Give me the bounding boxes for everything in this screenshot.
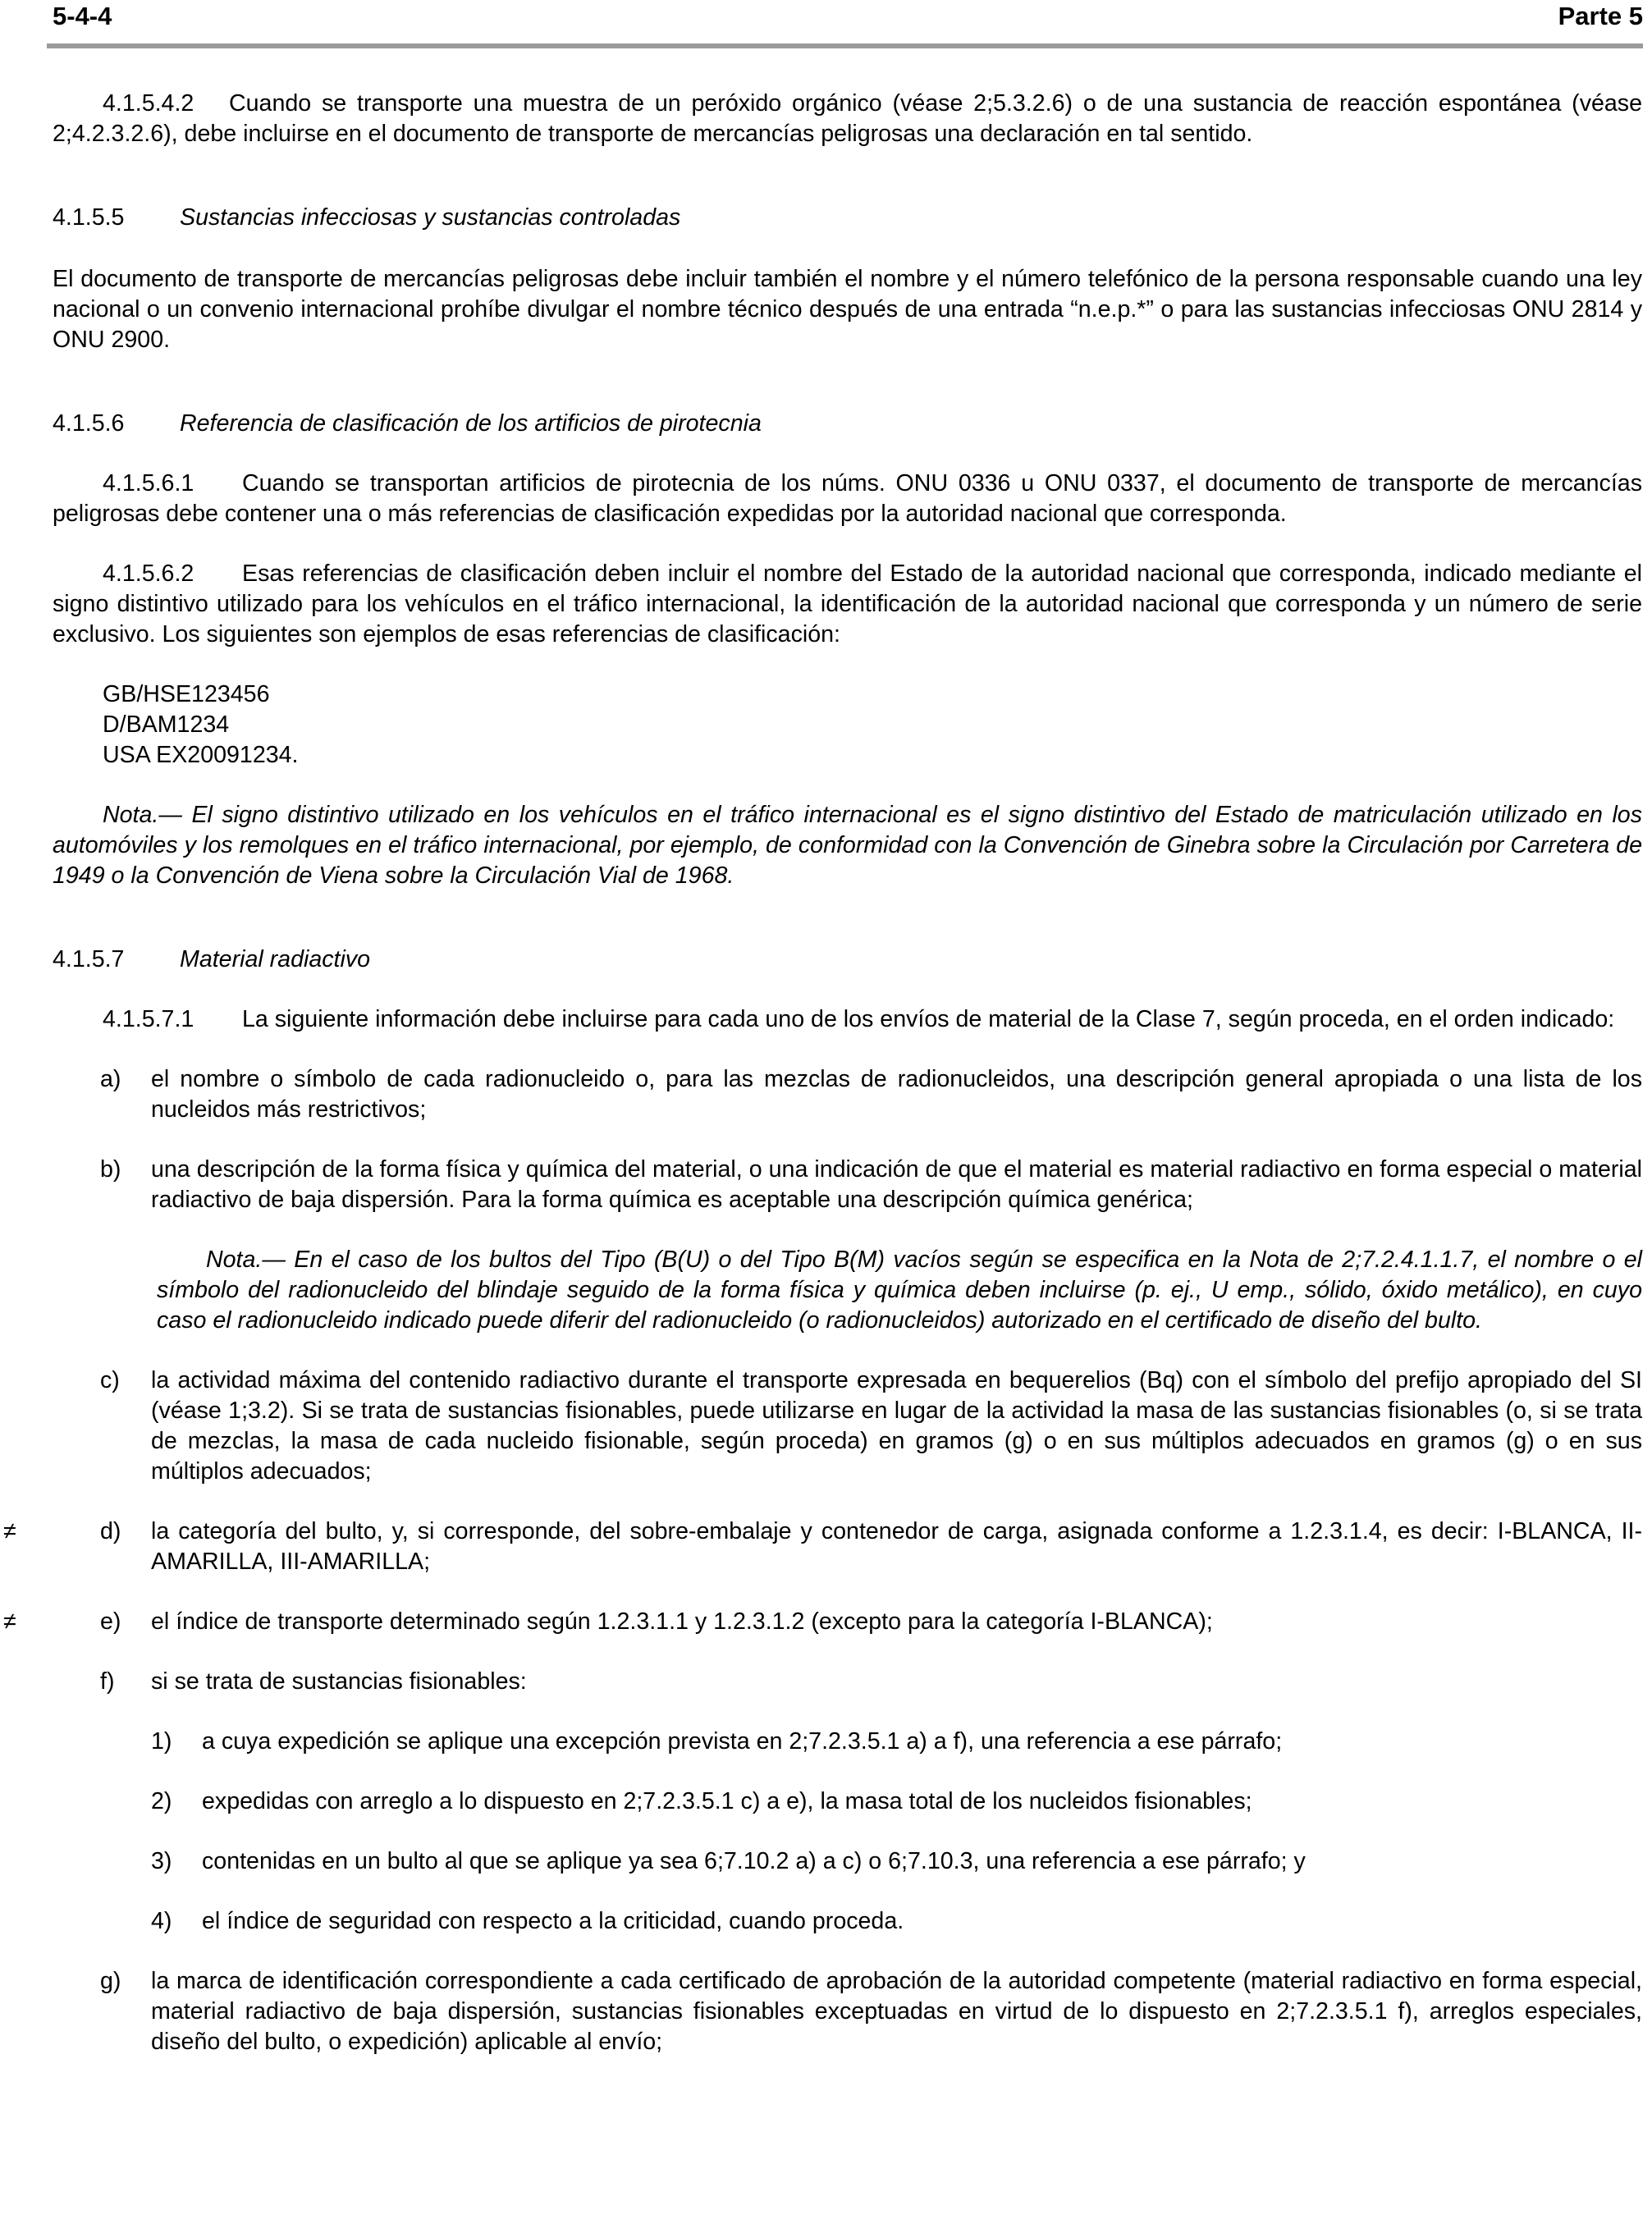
item-label: d) <box>100 1518 121 1544</box>
paragraph-4-1-5-4-2 <box>53 89 1642 149</box>
sub-item-text: el índice de seguridad con respecto a la criticidad, cuando proceda. <box>202 1908 904 1934</box>
revision-mark: ≠ <box>3 1608 16 1635</box>
note-vehicle-sign: Nota.— El signo distintivo utilizado en los vehículos en el tráfico internacional es el signo distintivo del Estado de matriculación utilizado en los automóviles y los remolques en el tráfico internacional, por ejemplo, de conformidad con la Convención de Ginebra sobre la Circulación por Carretera de 1949 o la Convención de Viena sobre la Circulación Vial de 1968. <box>53 802 1642 889</box>
sub-item-label: 4) <box>151 1908 172 1934</box>
sub-item-2 <box>53 1787 1642 1817</box>
sub-item-text: a cuya expedición se aplique una excepción prevista en 2;7.2.3.5.1 a) a f), una referencia a ese párrafo; <box>202 1728 1283 1755</box>
classification-code: USA EX20091234. <box>103 742 299 768</box>
paragraph-number: 4.1.5.7.1 <box>103 1006 194 1032</box>
classification-code: D/BAM1234 <box>103 711 230 738</box>
item-text: la categoría del bulto, y, si corresponde, del sobre-embalaje y contenedor de carga, asignada conforme a 1.2.3.1.4, es decir: I-BLANCA, II-AMARILLA, III-AMARILLA; <box>151 1518 1642 1575</box>
paragraph-number: 4.1.5.4.2 <box>103 90 194 117</box>
sub-item-4 <box>53 1906 1642 1937</box>
item-text: la actividad máxima del contenido radiactivo durante el transporte expresada en bequerelios (Bq) con el símbolo del prefijo apropiado del SI (véase 1;3.2). Si se trata de sustancias fisionables, puede utilizarse en lugar de la actividad la masa de las sustancias fisionables (o, si se trata de mezclas, la masa de cada nucleido fisionable, según proceda) en gramos (g) o en sus múltiplos adecuados en gramos (g) o en sus múltiplos adecuados; <box>151 1367 1642 1485</box>
list-item-c <box>53 1366 1642 1487</box>
list-item-f <box>53 1667 1642 1697</box>
section-heading-4-1-5-6 <box>53 409 1642 439</box>
sub-item-label: 3) <box>151 1848 172 1874</box>
section-number: 4.1.5.5 <box>53 204 125 231</box>
paragraph-text: La siguiente información debe incluirse para cada uno de los envíos de material de la Clase 7, según proceda, en el orden indicado: <box>242 1006 1615 1032</box>
revision-mark: ≠ <box>3 1518 16 1544</box>
sub-item-text: expedidas con arreglo a lo dispuesto en 2;7.2.3.5.1 c) a e), la masa total de los nucleidos fisionables; <box>202 1788 1252 1814</box>
list-item-b <box>53 1155 1642 1215</box>
section-title: Sustancias infecciosas y sustancias controladas <box>180 204 681 231</box>
item-text: una descripción de la forma física y química del material, o una indicación de que el material es material radiactivo en forma especial o material radiactivo de baja dispersión. Para la forma química es aceptable una descripción química genérica; <box>151 1156 1642 1213</box>
sub-item-3 <box>53 1846 1642 1877</box>
item-label: e) <box>100 1608 121 1635</box>
page-header <box>47 2 1643 34</box>
item-label: b) <box>100 1156 121 1183</box>
item-label: g) <box>100 1968 121 1994</box>
section-number: 4.1.5.7 <box>53 946 125 972</box>
section-number: 4.1.5.6 <box>53 410 125 437</box>
item-label: a) <box>100 1066 121 1092</box>
list-item-a <box>53 1064 1642 1125</box>
paragraph-number: 4.1.5.6.1 <box>103 470 194 496</box>
paragraph-text: Cuando se transporte una muestra de un peróxido orgánico (véase 2;5.3.2.6) o de una sustancia de reacción espontánea (véase 2;4.2.3.2.6), debe incluirse en el documento de transporte de mercancías peligrosas una declaración en tal sentido. <box>53 90 1642 147</box>
paragraph-4-1-5-7-1 <box>53 1004 1642 1035</box>
item-text: la marca de identificación correspondiente a cada certificado de aprobación de la autoridad competente (material radiactivo en forma especial, material radiactivo de baja dispersión, sustancias fisionables exceptuadas en virtud de lo dispuesto en 2;7.2.3.5.1 f), arreglos especiales, diseño del bulto, o expedición) aplicable al envío; <box>151 1968 1642 2055</box>
section-heading-4-1-5-7 <box>53 945 1642 975</box>
classification-code: GB/HSE123456 <box>103 681 270 707</box>
sub-item-label: 1) <box>151 1728 172 1755</box>
part-label: Parte 5 <box>1558 2 1643 30</box>
item-text: el nombre o símbolo de cada radionucleido o, para las mezclas de radionucleidos, una descripción general apropiada o una lista de los nucleidos más restrictivos; <box>151 1066 1642 1123</box>
paragraph-4-1-5-6-1 <box>53 469 1642 529</box>
sub-item-1 <box>53 1727 1642 1757</box>
paragraph-text: Cuando se transportan artificios de pirotecnia de los núms. ONU 0336 u ONU 0337, el documento de transporte de mercancías peligrosas debe contener una o más referencias de clasificación expedidas por la autoridad nacional que corresponda. <box>53 470 1642 527</box>
item-label: f) <box>100 1668 115 1695</box>
document-body <box>3 89 1642 2057</box>
paragraph-number: 4.1.5.6.2 <box>103 560 194 587</box>
section-heading-4-1-5-5 <box>53 203 1642 233</box>
note-empty-packages: Nota.— En el caso de los bultos del Tipo (B(U) o del Tipo B(M) vacíos según se especifica en la Nota de 2;7.2.4.1.1.7, el nombre o el símbolo del radionucleido del blindaje seguido de la forma física y química deben incluirse (p. ej., U emp., sólido, óxido metálico), en cuyo caso el radionucleido indicado puede diferir del radionucleido (o radionucleidos) autorizado en el certificado de diseño del bulto. <box>157 1247 1642 1334</box>
section-title: Material radiactivo <box>180 946 371 972</box>
classification-examples <box>53 679 1642 771</box>
item-text: el índice de transporte determinado según 1.2.3.1.1 y 1.2.3.1.2 (excepto para la categoría I-BLANCA); <box>151 1608 1213 1635</box>
page-number: 5-4-4 <box>53 2 112 30</box>
header-rule <box>47 43 1643 48</box>
item-text: si se trata de sustancias fisionables: <box>151 1668 527 1695</box>
list-item-g <box>53 1966 1642 2057</box>
item-label: c) <box>100 1367 120 1393</box>
paragraph-text: Esas referencias de clasificación deben incluir el nombre del Estado de la autoridad nacional que corresponda, indicado mediante el signo distintivo utilizado para los vehículos en el tráfico internacional, la identificación de la autoridad nacional que corresponda y un número de serie exclusivo. Los siguientes son ejemplos de esas referencias de clasificación: <box>53 560 1642 647</box>
paragraph-4-1-5-6-2 <box>53 559 1642 650</box>
section-title: Referencia de clasificación de los artificios de pirotecnia <box>180 410 762 437</box>
sub-item-text: contenidas en un bulto al que se aplique ya sea 6;7.10.2 a) a c) o 6;7.10.3, una referencia a ese párrafo; y <box>202 1848 1306 1874</box>
list-item-e <box>3 1607 1642 1637</box>
list-item-d <box>3 1517 1642 1577</box>
sub-item-label: 2) <box>151 1788 172 1814</box>
paragraph-4-1-5-5: El documento de transporte de mercancías peligrosas debe incluir también el nombre y el número telefónico de la persona responsable cuando una ley nacional o un convenio internacional prohíbe divulgar el nombre técnico después de una entrada “n.e.p.*” o para las sustancias infecciosas ONU 2814 y ONU 2900. <box>53 266 1642 353</box>
